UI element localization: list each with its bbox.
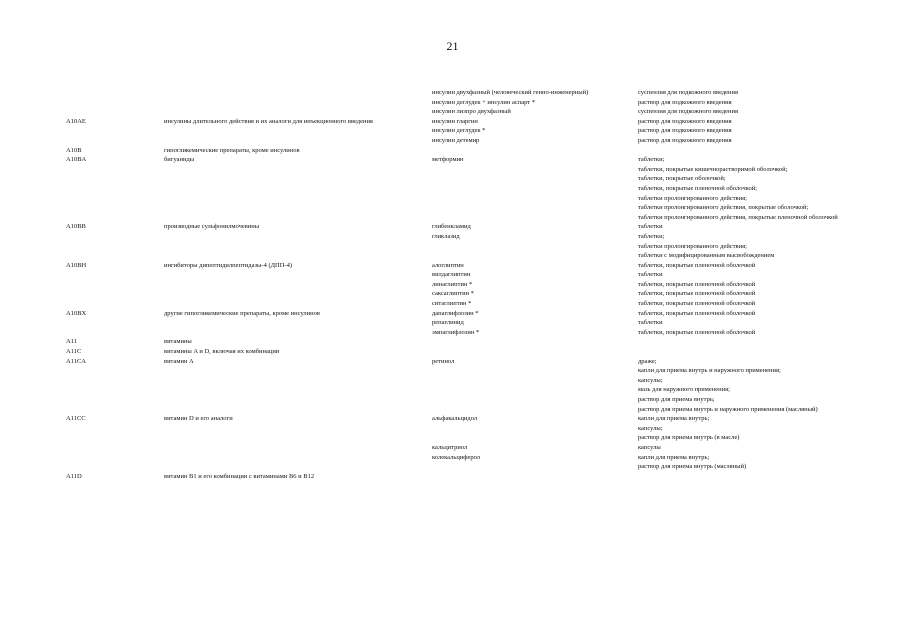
atc-code-cell [66,289,164,299]
dosage-form: таблетки, покрытые пленочной оболочкой [638,290,756,298]
drug-name: инсулин деглудек + инсулин аспарт * [432,98,535,106]
dosage-form-cell [638,232,846,261]
drug-name: гликлазид [432,232,460,240]
dosage-form: таблетки пролонгированного действия; [638,242,747,250]
dosage-form-cell [638,88,846,98]
drug-name-cell [432,126,638,136]
table-row [66,146,846,156]
dosage-form-cell [638,261,846,271]
group-name-cell [164,270,432,280]
table-row [66,117,846,127]
group-name-cell [164,318,432,328]
group-name-cell: витамины A и D, включая их комбинации [164,348,280,356]
atc-code-cell [66,328,164,338]
dosage-form: таблетки, покрытые кишечнорастворимой оболочкой; [638,165,788,173]
atc-code-cell [66,98,164,108]
atc-code-cell: A10B [66,146,82,154]
drug-name-cell [432,107,638,117]
table-row [66,88,846,98]
group-name-cell [164,280,432,290]
drug-name-cell [432,414,638,443]
dosage-form-cell [638,98,846,108]
dosage-form: раствор для приема внутрь и наружного применения (масляный) [638,405,818,413]
dosage-form: раствор для приема внутрь (масляный) [638,463,747,471]
table-row [66,280,846,290]
drug-name: альфакальцидол [432,415,478,423]
dosage-form: таблетки [638,223,663,231]
dosage-form-cell [638,299,846,309]
atc-code-cell: A10AE [66,117,86,125]
table-row [66,472,846,482]
atc-code-cell [66,270,164,280]
dosage-form: таблетки, покрытые оболочкой; [638,175,726,183]
atc-code-cell [66,318,164,328]
group-name-cell: витамин B1 и его комбинации с витаминами B6 и B12 [164,472,315,480]
drug-name-cell [432,261,638,271]
group-name-cell [164,453,432,472]
dosage-form: раствор для подкожного введения [638,98,732,106]
table-row [66,337,846,347]
group-name-cell [164,443,432,453]
table-row [66,261,846,271]
group-name-cell: витамин A [164,357,194,365]
dosage-form-cell [638,347,846,357]
dosage-form-cell [638,318,846,328]
dosage-form-cell [638,309,846,319]
dosage-form-cell [638,328,846,338]
table-row [66,126,846,136]
group-name-cell: гипогликемические препараты, кроме инсулинов [164,146,300,154]
group-name-cell [164,289,432,299]
drug-name: ситаглиптин * [432,300,472,308]
table-row [66,289,846,299]
drug-list-table [66,88,846,481]
drug-name: инсулин двухфазный (человеческий генно-инженерный) [432,89,589,96]
dosage-form-cell [638,117,846,127]
atc-code-cell: A11CC [66,415,86,423]
dosage-form: таблетки, покрытые пленочной оболочкой [638,328,756,336]
drug-name-cell [432,472,638,482]
group-name-cell [164,126,432,136]
dosage-form: капсулы [638,443,661,451]
dosage-form-cell [638,453,846,472]
atc-code-cell [66,136,164,146]
table-row [66,299,846,309]
dosage-form-cell [638,414,846,443]
atc-code-cell [66,299,164,309]
dosage-form: раствор для приема внутрь; [638,396,715,403]
atc-code-cell [66,453,164,472]
drug-name-cell [432,280,638,290]
dosage-form: капли для приема внутрь и наружного применения; [638,367,781,375]
dosage-form: суспензия для подкожного введения [638,89,739,96]
table-row [66,453,846,472]
table-row [66,136,846,146]
drug-name: линаглиптин * [432,280,473,288]
group-name-cell [164,136,432,146]
dosage-form: таблетки, покрытые пленочной оболочкой [638,309,756,317]
atc-code-cell: A10BB [66,223,86,231]
dosage-form: таблетки, покрытые пленочной оболочкой [638,280,756,288]
table-row [66,318,846,328]
drug-name: эмпаглифлозин * [432,328,480,336]
dosage-form-cell [638,146,846,156]
drug-name-cell [432,337,638,347]
drug-name-cell [432,318,638,328]
table-row [66,357,846,415]
drug-name: ретинол [432,357,455,365]
dosage-form: суспензия для подкожного введения [638,108,739,116]
drug-name: инсулин гларгин [432,117,478,125]
drug-name-cell [432,98,638,108]
atc-code-cell: A11 [66,338,77,346]
dosage-form-cell [638,280,846,290]
dosage-form-cell [638,337,846,347]
dosage-form: раствор для подкожного введения [638,127,732,135]
drug-name-cell [432,270,638,280]
atc-code-cell: A11C [66,348,82,356]
atc-code-cell [66,280,164,290]
dosage-form: таблетки, покрытые пленочной оболочкой; [638,184,757,192]
dosage-form: раствор для подкожного введения [638,136,732,144]
drug-name: кальцитриол [432,443,468,451]
dosage-form: таблетки [638,271,663,279]
dosage-form: раствор для приема внутрь (в масле) [638,434,740,442]
dosage-form: таблетки; [638,156,665,164]
group-name-cell: ингибиторы дипептидилпептидазы-4 (ДПП-4) [164,261,293,269]
drug-name-cell [432,117,638,127]
group-name-cell [164,232,432,261]
drug-name-cell [432,309,638,319]
table-row [66,328,846,338]
dosage-form-cell [638,107,846,117]
drug-name: вилдаглиптин [432,271,471,279]
table-row [66,309,846,319]
dosage-form: капсулы; [638,376,663,384]
table-row [66,155,846,222]
dosage-form-cell [638,357,846,415]
drug-name-cell [432,136,638,146]
dosage-form-cell [638,289,846,299]
drug-name: глибенкламид [432,223,471,231]
dosage-form: таблетки, покрытые пленочной оболочкой [638,300,756,308]
page-number: 21 [446,39,459,53]
dosage-form-cell [638,472,846,482]
dosage-form-cell [638,270,846,280]
dosage-form-cell [638,443,846,453]
atc-code-cell: A10BA [66,156,87,164]
dosage-form: таблетки пролонгированного действия, покрытые пленочной оболочкой [638,213,838,221]
dosage-form: раствор для подкожного введения [638,117,732,125]
table-row [66,232,846,261]
dosage-form: таблетки пролонгированного действия, покрытые оболочкой; [638,204,809,212]
dosage-form: таблетки [638,319,663,327]
dosage-form: таблетки; [638,232,665,240]
dosage-form-cell [638,136,846,146]
dosage-form-cell [638,155,846,222]
drug-name-cell [432,299,638,309]
group-name-cell: производные сульфонилмочевины [164,223,260,231]
atc-code-cell: A10BX [66,309,87,317]
drug-name-cell [432,357,638,415]
dosage-form-cell [638,222,846,232]
atc-code-cell [66,126,164,136]
group-name-cell: витамины [164,338,192,346]
drug-name: саксаглиптин * [432,290,474,298]
drug-name-cell [432,232,638,261]
atc-code-cell: A10BH [66,261,87,269]
dosage-form: капли для приема внутрь; [638,415,710,423]
dosage-form: капли для приема внутрь; [638,453,710,461]
drug-name-cell [432,453,638,472]
atc-code-cell [66,107,164,117]
dosage-form: драже; [638,357,657,365]
drug-name: дапаглифлозин * [432,309,479,317]
atc-code-cell [66,88,164,98]
table-row [66,347,846,357]
drug-name-cell [432,443,638,453]
dosage-form: мазь для наружного применения; [638,386,730,394]
table-row [66,443,846,453]
drug-name: репаглинид [432,319,464,327]
drug-name-cell [432,146,638,156]
dosage-form: таблетки пролонгированного действия; [638,194,747,202]
dosage-form: таблетки с модифицированным высвобождением [638,252,775,260]
table-row [66,222,846,232]
atc-code-cell: A11D [66,472,82,480]
drug-name: колекальциферол [432,453,481,461]
drug-name-cell [432,328,638,338]
dosage-form: капсулы; [638,424,663,432]
group-name-cell: бигуаниды [164,156,195,164]
group-name-cell [164,107,432,117]
drug-name-cell [432,289,638,299]
drug-name-cell [432,88,638,98]
group-name-cell: инсулины длительного действия и их аналоги для инъекционного введения [164,117,373,125]
drug-name-cell [432,222,638,232]
atc-code-cell: A11CA [66,357,86,365]
drug-name-cell [432,347,638,357]
drug-name: инсулин лизпро двухфазный [432,108,511,116]
drug-name: инсулин детемир [432,136,480,144]
group-name-cell: витамин D и его аналоги [164,415,233,423]
table-row [66,414,846,443]
atc-code-cell [66,232,164,261]
group-name-cell [164,328,432,338]
group-name-cell [164,88,432,98]
group-name-cell [164,299,432,309]
drug-name: алоглиптин [432,261,464,269]
table-row [66,98,846,108]
drug-name: метформин [432,156,464,164]
drug-list-body [66,88,846,481]
atc-code-cell [66,443,164,453]
group-name-cell: другие гипогликемические препараты, кроме инсулинов [164,309,320,317]
drug-name: инсулин деглудек * [432,127,486,135]
dosage-form: таблетки, покрытые пленочной оболочкой [638,261,756,269]
table-row [66,270,846,280]
drug-name-cell [432,155,638,222]
group-name-cell [164,98,432,108]
table-row [66,107,846,117]
dosage-form-cell [638,126,846,136]
